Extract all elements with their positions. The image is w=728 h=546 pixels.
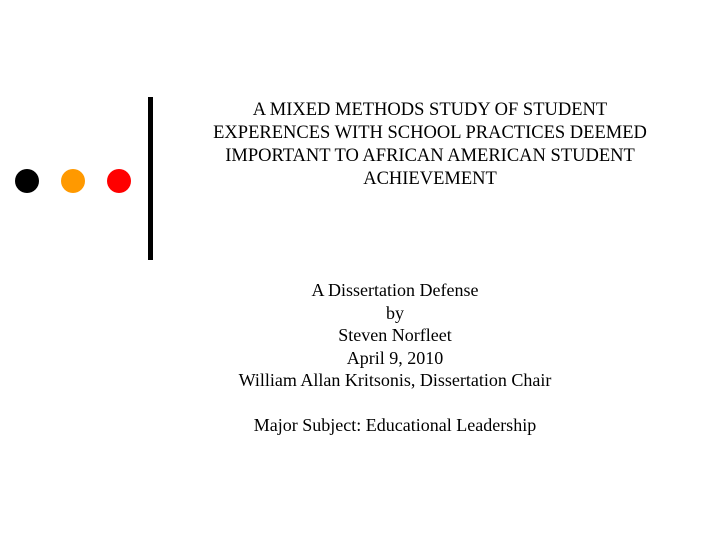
vertical-divider (148, 97, 153, 260)
title-line-3: IMPORTANT TO AFRICAN AMERICAN STUDENT (225, 146, 635, 166)
dissertation-chair: William Allan Kritsonis, Dissertation Chair (238, 370, 552, 390)
by-label: by (386, 302, 404, 323)
author-name: Steven Norfleet (338, 325, 452, 345)
title-line-2: EXPERENCES WITH SCHOOL PRACTICES DEEMED (213, 123, 647, 143)
major-subject: Major Subject: Educational Leadership (253, 414, 537, 435)
defense-date: April 9, 2010 (346, 347, 444, 368)
slide-title (180, 99, 680, 191)
title-line-1: A MIXED METHODS STUDY OF STUDENT (252, 100, 608, 120)
slide-subtitle (180, 279, 610, 436)
defense-label: A Dissertation Defense (311, 280, 479, 300)
title-line-4: ACHIEVEMENT (363, 169, 497, 189)
orange-dot-icon (61, 169, 85, 193)
red-dot-icon (107, 169, 131, 193)
black-dot-icon (15, 169, 39, 193)
